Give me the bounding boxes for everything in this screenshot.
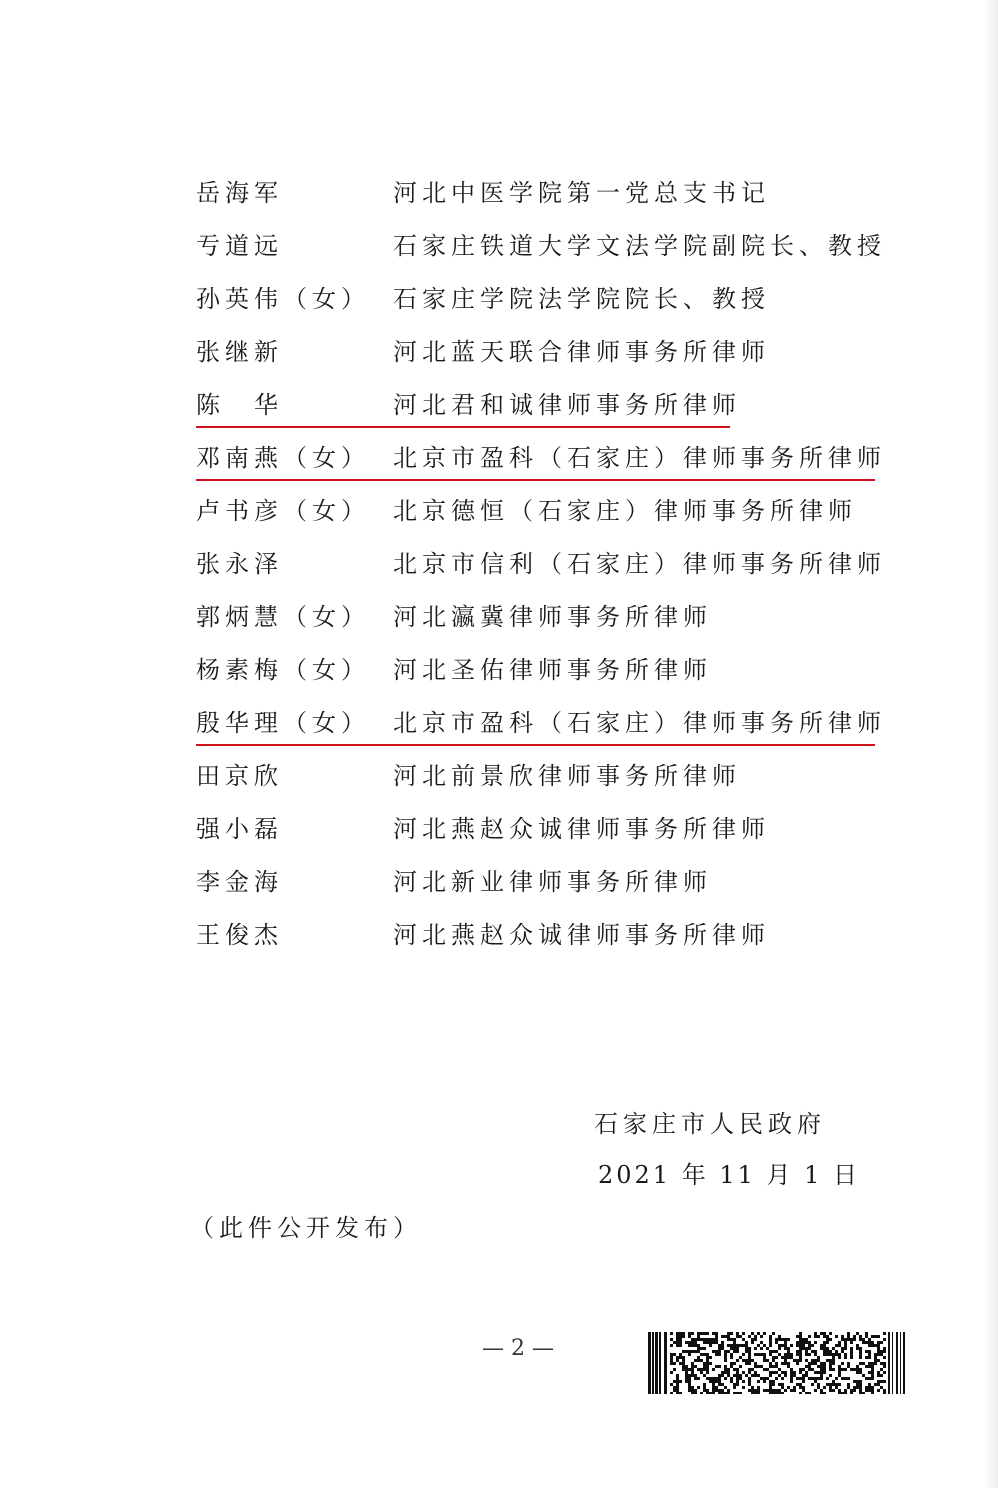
roster-row [0, 641, 998, 694]
person-name: 邓南燕（女） [196, 444, 370, 472]
roster-row [0, 217, 998, 270]
person-position: 河北燕赵众诚律师事务所律师 [393, 921, 770, 949]
person-position: 河北前景欣律师事务所律师 [393, 762, 741, 790]
person-name: 岳海军 [196, 179, 283, 207]
person-position: 北京市盈科（石家庄）律师事务所律师 [393, 709, 886, 737]
person-position: 河北君和诚律师事务所律师 [393, 391, 741, 419]
issue-date: 2021 年 11 月 1 日 [598, 1161, 861, 1189]
person-name: 陈 华 [196, 391, 283, 419]
person-position: 北京市盈科（石家庄）律师事务所律师 [393, 444, 886, 472]
roster-row [0, 588, 998, 641]
document-barcode [648, 1332, 905, 1394]
roster-row [0, 800, 998, 853]
person-name: 郭炳慧（女） [196, 603, 370, 631]
roster-row [0, 535, 998, 588]
person-position: 石家庄铁道大学文法学院副院长、教授 [393, 232, 886, 260]
roster-row [0, 853, 998, 906]
roster-row [0, 429, 998, 482]
red-underline-mark [196, 479, 875, 481]
disclosure-note: （此件公开发布） [190, 1214, 422, 1242]
red-underline-mark [196, 426, 730, 428]
person-position: 河北中医学院第一党总支书记 [393, 179, 770, 207]
roster-row [0, 482, 998, 535]
person-name: 张永泽 [196, 550, 283, 578]
red-underline-mark [196, 744, 875, 746]
person-name: 孙英伟（女） [196, 285, 370, 313]
issuer-name: 石家庄市人民政府 [594, 1110, 826, 1138]
person-position: 河北燕赵众诚律师事务所律师 [393, 815, 770, 843]
person-name: 殷华理（女） [196, 709, 370, 737]
person-position: 北京市信利（石家庄）律师事务所律师 [393, 550, 886, 578]
appointee-list [0, 164, 998, 959]
person-position: 北京德恒（石家庄）律师事务所律师 [393, 497, 857, 525]
person-position: 河北新业律师事务所律师 [393, 868, 712, 896]
person-name: 田京欣 [196, 762, 283, 790]
person-name: 亐道远 [196, 232, 283, 260]
person-name: 杨素梅（女） [196, 656, 370, 684]
page-number: — 2 — [482, 1336, 554, 1361]
roster-row [0, 164, 998, 217]
roster-row [0, 747, 998, 800]
roster-row [0, 270, 998, 323]
person-position: 河北圣佑律师事务所律师 [393, 656, 712, 684]
person-name: 王俊杰 [196, 921, 283, 949]
person-position: 河北瀛冀律师事务所律师 [393, 603, 712, 631]
roster-row [0, 323, 998, 376]
person-position: 石家庄学院法学院院长、教授 [393, 285, 770, 313]
person-position: 河北蓝天联合律师事务所律师 [393, 338, 770, 366]
person-name: 张继新 [196, 338, 283, 366]
person-name: 强小磊 [196, 815, 283, 843]
roster-row [0, 694, 998, 747]
person-name: 李金海 [196, 868, 283, 896]
person-name: 卢书彦（女） [196, 497, 370, 525]
roster-row [0, 376, 998, 429]
roster-row [0, 906, 998, 959]
